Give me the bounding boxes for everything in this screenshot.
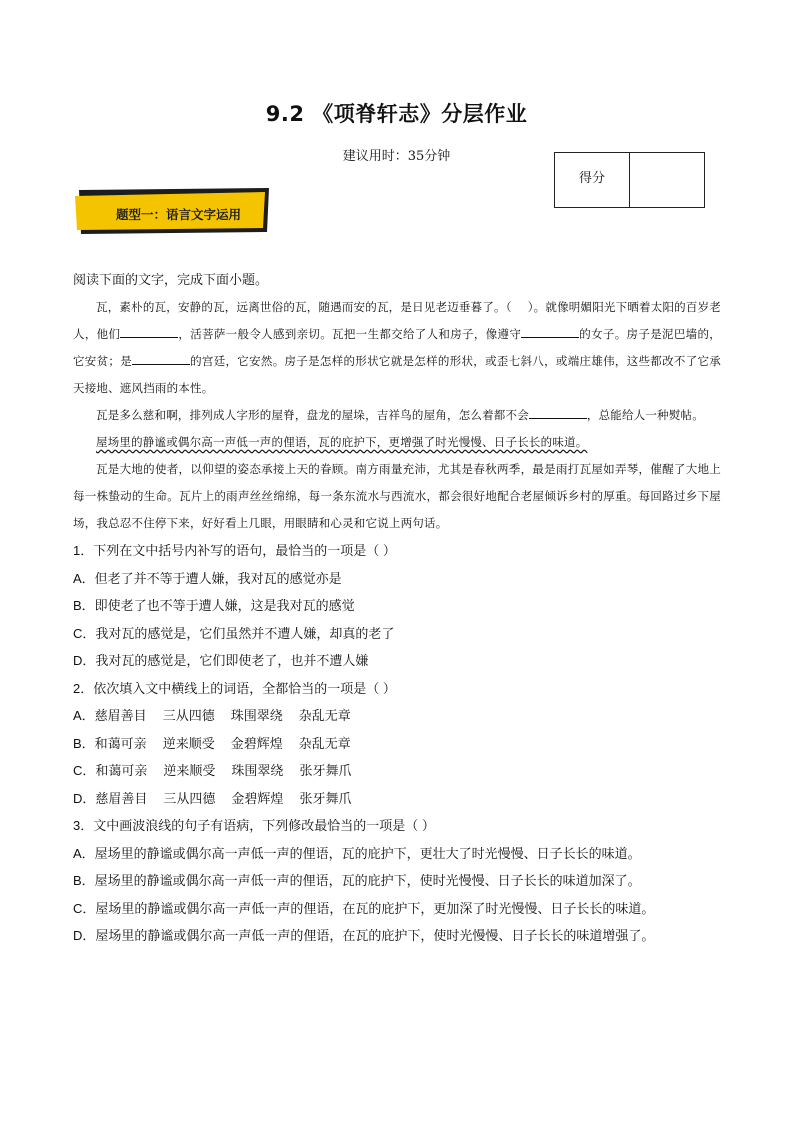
question-1 [73, 537, 721, 675]
option-b[interactable]: B．屋场里的静谧或偶尔高一声低一声的俚语，瓦的庇护下，使时光慢慢、日子长长的味道加深了。 [73, 873, 641, 888]
option-d[interactable]: D．屋场里的静谧或偶尔高一声低一声的俚语，在瓦的庇护下，使时光慢慢、日子长长的味道增强了。 [73, 928, 655, 943]
question-3 [73, 812, 721, 950]
wavy-underlined-sentence: 屋场里的静谧或偶尔高一声低一声的俚语，瓦的庇护下，更增强了时光慢慢、日子长长的味道。 [96, 435, 588, 449]
section-title: 题型一：语言文字运用 [116, 207, 242, 222]
passage-paragraph-4: 瓦是大地的使者，以仰望的姿态承接上天的眷顾。南方雨量充沛，尤其是春秋两季，最是雨打瓦屋如弄琴，催醒了大地上每一株蛰动的生命。瓦片上的雨声丝丝绵绵，每一条东流水与西流水，都会很好地配合老屋倾诉乡村的厚重。每回路过乡下屋场，我总忍不住停下来，好好看上几眼，用眼睛和心灵和它说上两句话。 [73, 462, 721, 530]
option-a[interactable]: A．但老了并不等于遭人嫌，我对瓦的感觉亦是 [73, 570, 342, 586]
question-stem: 2．依次填入文中横线上的词语，全都恰当的一项是（ ） [73, 680, 396, 696]
page-title: 9.2 《项脊轩志》分层作业 [265, 102, 528, 126]
reading-passage [73, 294, 721, 537]
fill-blank-1[interactable] [120, 325, 178, 338]
option-a[interactable]: A．慈眉善目 三从四德 珠围翠绕 杂乱无章 [73, 708, 351, 723]
question-stem: 1．下列在文中括号内补写的语句，最恰当的一项是（ ） [73, 543, 396, 558]
passage-paragraph-1: 瓦，素朴的瓦，安静的瓦，远离世俗的瓦，随遇而安的瓦，是日见老迈垂暮了。（ ）。就像明媚阳光下晒着太阳的百岁老人，他们 ，活菩萨一般令人感到亲切。瓦把一生都交给了人和房子，像遵守 的女子。房子是泥巴墙的，它安贫；是 的宫廷，它安然。房子是怎样的形状它就是怎样的形状，或歪七斜八，或端庄雄伟，这些都改不了它承天接地、遮风挡雨的本性。 [73, 300, 721, 395]
option-d[interactable]: D．我对瓦的感觉是，它们即使老了，也并不遭人嫌 [73, 653, 369, 668]
option-c[interactable]: C．和蔼可亲 逆来顺受 珠围翠绕 张牙舞爪 [73, 763, 352, 778]
score-label: 得分 [555, 153, 630, 207]
fill-blank-2[interactable] [521, 325, 579, 338]
question-2 [73, 675, 721, 813]
section-banner [73, 188, 271, 234]
option-b[interactable]: B．和蔼可亲 逆来顺受 金碧辉煌 杂乱无章 [73, 735, 351, 751]
option-a[interactable]: A．屋场里的静谧或偶尔高一声低一声的俚语，瓦的庇护下，更壮大了时光慢慢、日子长长的味道。 [73, 845, 641, 861]
fill-blank-4[interactable] [529, 406, 587, 419]
question-stem: 3．文中画波浪线的句子有语病，下列修改最恰当的一项是（ ） [73, 818, 435, 833]
score-value-cell[interactable] [630, 153, 704, 207]
score-box [554, 152, 705, 208]
passage-paragraph-2: 瓦是多么慈和啊，排列成人字形的屋脊，盘龙的屋垛，吉祥鸟的屋角，怎么着都不会 ，总能给人一种熨帖。 [96, 408, 704, 422]
instructions: 阅读下面的文字，完成下面小题。 [73, 272, 269, 287]
main-content [73, 270, 721, 950]
passage-paragraph-3 [73, 429, 721, 456]
option-c[interactable]: C．我对瓦的感觉是，它们虽然并不遭人嫌，却真的老了 [73, 625, 395, 641]
option-c[interactable]: C．屋场里的静谧或偶尔高一声低一声的俚语，在瓦的庇护下，更加深了时光慢慢、日子长长的味道。 [73, 900, 655, 916]
option-d[interactable]: D．慈眉善目 三从四德 金碧辉煌 张牙舞爪 [73, 790, 352, 806]
suggested-time: 建议用时：35分钟 [342, 149, 451, 164]
option-b[interactable]: B．即使老了也不等于遭人嫌，这是我对瓦的感觉 [73, 598, 355, 613]
fill-blank-3[interactable] [132, 352, 190, 365]
